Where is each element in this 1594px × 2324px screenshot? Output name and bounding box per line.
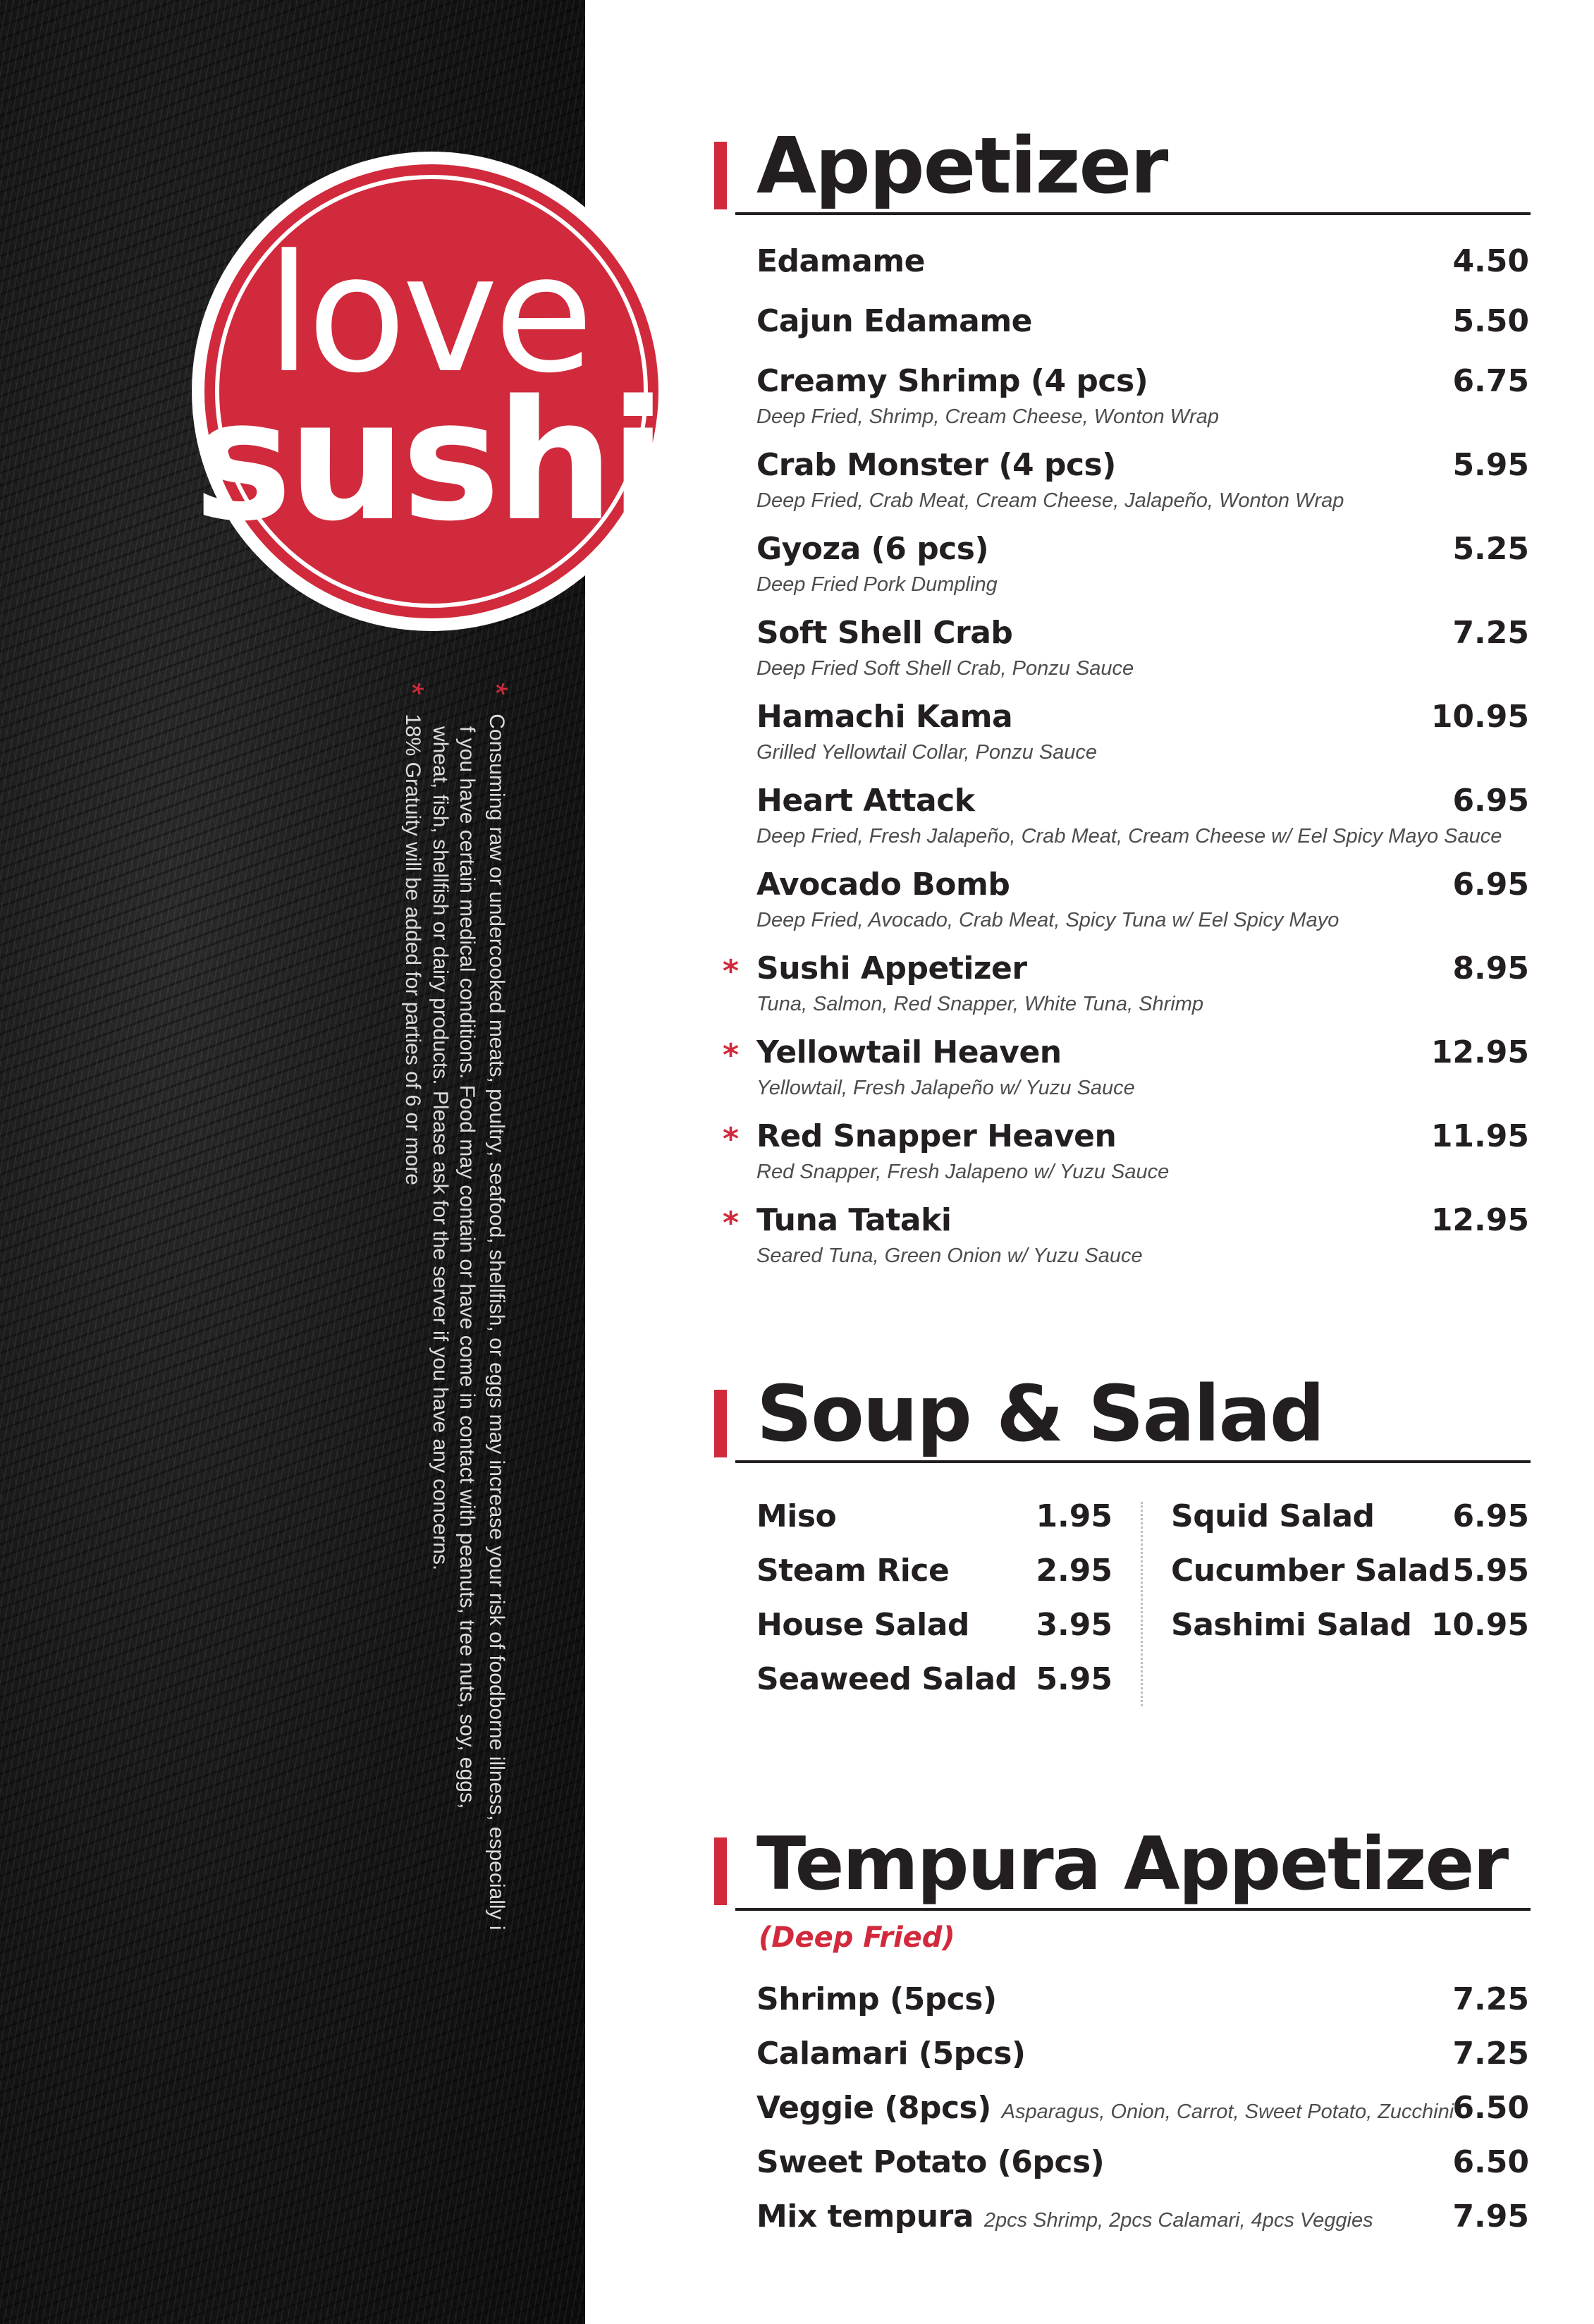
item-price: 5.25 xyxy=(1452,531,1529,567)
item-name: Shrimp (5pcs) xyxy=(756,1981,997,2017)
item-name: Steam Rice xyxy=(756,1553,950,1589)
item-price: 7.25 xyxy=(1452,2036,1529,2072)
section-accent-bar xyxy=(714,142,727,209)
salad-item xyxy=(1171,1607,1529,1649)
section-rule xyxy=(735,212,1531,215)
section-rule xyxy=(735,1908,1531,1911)
logo-word-sushi: sushi xyxy=(193,365,663,558)
item-description: Deep Fried, Shrimp, Cream Cheese, Wonton Wrap xyxy=(756,405,1219,428)
column-divider xyxy=(1141,1502,1143,1706)
salad-item xyxy=(1171,1553,1529,1595)
item-name: Avocado Bomb xyxy=(756,867,1010,903)
logo-circle xyxy=(185,145,678,638)
item-price: 10.95 xyxy=(1430,699,1529,735)
item-price: 6.75 xyxy=(1452,363,1529,399)
item-price: 10.95 xyxy=(1430,1607,1529,1643)
item-price: 1.95 xyxy=(1036,1498,1112,1534)
soup-item xyxy=(756,1553,1112,1595)
item-name: Hamachi Kama xyxy=(756,699,1013,735)
item-name: Edamame xyxy=(756,243,925,279)
item-description: Deep Fried, Crab Meat, Cream Cheese, Jalapeño, Wonton Wrap xyxy=(756,489,1344,512)
item-name-text: Mix tempura xyxy=(756,2198,974,2234)
section-title: Tempura Appetizer xyxy=(756,1822,1508,1907)
item-price: 7.95 xyxy=(1452,2198,1529,2234)
item-name: Creamy Shrimp (4 pcs) xyxy=(756,363,1148,399)
warning-line-3: wheat, fish, shellfish or dairy products. Please ask for the server if you have any concerns. xyxy=(429,726,452,1571)
asterisk-icon: * xyxy=(394,683,431,695)
raw-food-warning-2 xyxy=(453,726,480,1809)
raw-item-asterisk-icon: * xyxy=(723,1205,740,1241)
item-description: 2pcs Shrimp, 2pcs Calamari, 4pcs Veggies xyxy=(983,2209,1373,2232)
warning-line-2: f you have certain medical conditions. Food may contain or have come in contact with peanuts, tree nuts, soy, eggs, xyxy=(455,726,479,1809)
section-title: Appetizer xyxy=(756,121,1167,211)
item-description: Grilled Yellowtail Collar, Ponzu Sauce xyxy=(756,741,1098,764)
item-description: Deep Fried, Avocado, Crab Meat, Spicy Tuna w/ Eel Spicy Mayo xyxy=(756,909,1339,931)
item-price: 12.95 xyxy=(1430,1202,1529,1238)
item-price: 6.95 xyxy=(1452,1498,1529,1534)
item-price: 5.50 xyxy=(1452,303,1529,339)
raw-item-asterisk-icon: * xyxy=(723,1121,740,1157)
item-description: Asparagus, Onion, Carrot, Sweet Potato, Zucchini xyxy=(1001,2100,1454,2123)
gratuity-text: 18% Gratuity will be added for parties of 6 or more xyxy=(401,714,424,1185)
tempura-subtitle: (Deep Fried) xyxy=(759,1921,955,1954)
item-name: Cucumber Salad xyxy=(1171,1553,1450,1589)
section-accent-bar xyxy=(714,1837,727,1905)
item-name: House Salad xyxy=(756,1607,969,1643)
raw-food-warning xyxy=(480,683,513,1931)
item-name: Sweet Potato (6pcs) xyxy=(756,2144,1105,2180)
item-name-text: Veggie (8pcs) xyxy=(756,2090,991,2126)
item-description: Deep Fried Pork Dumpling xyxy=(756,573,998,596)
item-name: Crab Monster (4 pcs) xyxy=(756,447,1116,483)
item-price: 11.95 xyxy=(1430,1118,1529,1154)
appetizer-header xyxy=(714,121,1531,215)
item-name: Sushi Appetizer xyxy=(756,950,1027,986)
item-description: Red Snapper, Fresh Jalapeno w/ Yuzu Sauce xyxy=(756,1161,1170,1183)
item-name xyxy=(756,2090,1454,2126)
item-name: Soft Shell Crab xyxy=(756,615,1013,651)
item-name: Yellowtail Heaven xyxy=(756,1034,1062,1070)
item-name: Gyoza (6 pcs) xyxy=(756,531,989,567)
item-name: Sashimi Salad xyxy=(1171,1607,1412,1643)
item-name: Red Snapper Heaven xyxy=(756,1118,1117,1154)
item-price: 6.50 xyxy=(1452,2090,1529,2126)
section-title: Soup & Salad xyxy=(756,1369,1324,1459)
item-price: 4.50 xyxy=(1452,243,1529,279)
raw-food-warning-3 xyxy=(427,726,453,1570)
item-description: Yellowtail, Fresh Jalapeño w/ Yuzu Sauce xyxy=(756,1077,1135,1099)
item-price: 12.95 xyxy=(1430,1034,1529,1070)
item-price: 8.95 xyxy=(1452,950,1529,986)
item-price: 3.95 xyxy=(1036,1607,1112,1643)
love-sushi-logo xyxy=(185,145,678,638)
raw-item-asterisk-icon: * xyxy=(723,953,740,989)
raw-item-asterisk-icon: * xyxy=(723,1037,740,1073)
item-price: 7.25 xyxy=(1452,615,1529,651)
item-description: Deep Fried Soft Shell Crab, Ponzu Sauce xyxy=(756,657,1134,680)
item-description: Tuna, Salmon, Red Snapper, White Tuna, Shrimp xyxy=(756,993,1204,1015)
section-rule xyxy=(735,1460,1531,1463)
item-name: Seaweed Salad xyxy=(756,1661,1017,1697)
item-price: 5.95 xyxy=(1036,1661,1112,1697)
item-price: 6.95 xyxy=(1452,783,1529,819)
item-name: Heart Attack xyxy=(756,783,975,819)
item-price: 7.25 xyxy=(1452,1981,1529,2017)
item-name: Tuna Tataki xyxy=(756,1202,952,1238)
salad-item xyxy=(1171,1498,1529,1541)
soup-item xyxy=(756,1661,1112,1704)
section-accent-bar xyxy=(714,1390,727,1457)
soup-item xyxy=(756,1607,1112,1649)
asterisk-icon: * xyxy=(478,683,515,695)
tempura-header xyxy=(714,1822,1531,1911)
item-price: 6.50 xyxy=(1452,2144,1529,2180)
soup-salad-header xyxy=(714,1369,1531,1463)
item-price: 2.95 xyxy=(1036,1553,1112,1589)
soup-item xyxy=(756,1498,1112,1541)
item-price: 5.95 xyxy=(1452,447,1529,483)
item-name: Calamari (5pcs) xyxy=(756,2036,1026,2072)
gratuity-note xyxy=(396,683,429,1185)
item-name: Miso xyxy=(756,1498,837,1534)
item-price: 6.95 xyxy=(1452,867,1529,903)
item-description: Deep Fried, Fresh Jalapeño, Crab Meat, Cream Cheese w/ Eel Spicy Mayo Sauce xyxy=(756,825,1502,848)
item-name: Squid Salad xyxy=(1171,1498,1375,1534)
item-description: Seared Tuna, Green Onion w/ Yuzu Sauce xyxy=(756,1244,1143,1267)
logo-word-love: love xyxy=(266,221,590,409)
item-name xyxy=(756,2198,1373,2234)
item-price: 5.95 xyxy=(1452,1553,1529,1589)
warning-line-1: Consuming raw or undercooked meats, poultry, seafood, shellfish, or eggs may increase your risk of foodborne illness, especially i xyxy=(485,714,508,1931)
item-name: Cajun Edamame xyxy=(756,303,1033,339)
